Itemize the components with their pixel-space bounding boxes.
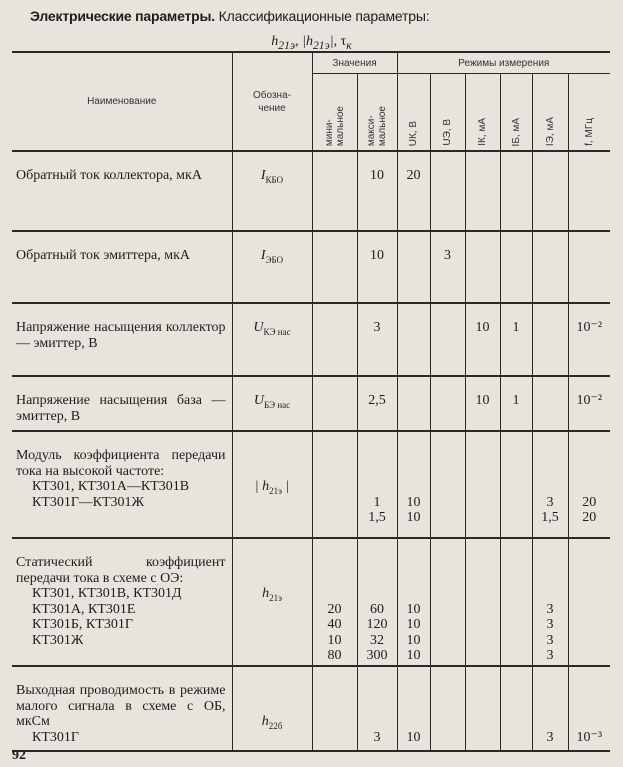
spacer [313,479,357,495]
model-label: КТ301Г—КТ301Ж [32,494,145,510]
value-f [569,633,611,649]
cell-ib [500,303,532,376]
value-ik [466,510,500,526]
cell-max [357,376,397,431]
spacer [466,555,500,571]
value-ik [466,248,500,264]
parameter-heading: Статический коэффициент передачи тока в схеме с ОЭ: [16,555,226,586]
value-f [569,648,611,664]
value-ib [501,495,532,511]
symbol-main: h [261,714,269,729]
cell-uk [397,431,430,538]
cell-ue [430,303,465,376]
section-title-rest: Классификационные параметры: [218,8,430,24]
value-ie: 3 [546,729,554,745]
cell-ib [500,231,532,303]
header-max: макси- мальное [366,105,388,146]
value-ib [501,602,532,618]
symbol-subscript: 21э [269,485,282,496]
value-ie: 1,5 [541,510,559,525]
cell-ik [465,303,500,376]
cell-ue [430,431,465,538]
cell-f [568,538,610,666]
spacer [466,586,500,602]
value-f: 10⁻² [576,393,603,408]
parameter-name [12,376,232,431]
cell-ik [465,431,500,538]
section-title-bold: Электрические параметры. [30,8,215,24]
value-max: 2,5 [368,393,386,408]
value-max: 1,5 [368,510,386,525]
parameter-name [12,151,232,231]
value-ib [501,617,532,633]
cell-min [312,431,357,538]
spacer [533,586,568,602]
value-ue [431,602,465,618]
cell-min [312,231,357,303]
cell-uk [397,231,430,303]
spacer [313,714,357,730]
value-ie: 3 [546,617,554,632]
spacer [466,464,500,480]
value-ue [431,730,465,746]
value-f [569,617,611,633]
symbol-subscript: 22б [268,720,283,731]
value-max: 10 [370,248,384,263]
value-max: 120 [366,617,388,632]
value-ik [466,495,500,511]
cell-ik [465,151,500,231]
spacer [501,448,532,464]
value-max: 3 [373,729,381,745]
symbol-main: I [260,168,266,183]
cell-ie [532,231,568,303]
model-label: КТ301А, КТ301Е [32,601,136,617]
table-row [12,376,610,431]
spacer [431,571,465,587]
value-ue [431,495,465,511]
section-title [30,8,429,24]
value-min: 20 [327,601,342,617]
cell-ie [532,538,568,666]
parameter-name [12,231,232,303]
spacer [398,555,430,571]
param-h21e: h [271,34,279,49]
spacer [431,448,465,464]
value-ie: 3 [546,632,554,648]
cell-ie [532,431,568,538]
parameter-heading: Напряжение насыщения база — эмиттер, В [16,393,226,424]
spacer [398,586,430,602]
symbol-main: U [253,320,264,335]
parameter-symbol [232,303,312,376]
spacer [501,555,532,571]
cell-ue [430,151,465,231]
parameter-name [12,303,232,376]
spacer [398,464,430,480]
value-f [569,248,611,264]
cell-uk [397,303,430,376]
spacer [501,464,532,480]
parameters-table [12,51,610,752]
spacer [358,683,397,699]
value-uk: 10 [406,601,421,617]
value-ue [431,320,465,336]
spacer [501,571,532,587]
value-min [313,320,357,336]
cell-ue [430,376,465,431]
parameter-heading: Модуль коэффициента передачи тока на высокой частоте: [16,448,226,479]
spacer [398,699,430,715]
spacer [501,683,532,699]
spacer [358,479,397,495]
value-uk: 10 [406,510,421,525]
parameter-symbol [232,231,312,303]
value-uk: 10 [406,729,421,745]
spacer [569,464,611,480]
value-f: 20 [582,494,597,510]
parameter-symbol [232,376,312,431]
model-label: КТ301Г [32,729,79,745]
value-ib [501,730,532,746]
cell-max [357,666,397,751]
value-uk: 10 [406,648,421,663]
value-min [313,730,357,746]
cell-min [312,303,357,376]
value-ib [501,510,532,526]
parameter-name [12,666,232,751]
spacer [569,571,611,587]
value-ie: 3 [546,601,554,617]
spacer [398,448,430,464]
table-body [12,151,610,751]
header-uk: UК, В [408,120,420,146]
cell-ib [500,538,532,666]
spacer [533,479,568,495]
value-f [569,168,611,184]
symbol-main: h [262,479,270,494]
cell-ie [532,376,568,431]
param-h21e-sub: 21э [278,38,296,52]
parameter-symbol [232,666,312,751]
value-f: 20 [582,510,597,525]
spacer [358,555,397,571]
value-min [313,248,357,264]
cell-f [568,666,610,751]
spacer [358,464,397,480]
header-symbol: Обозна- чение [232,52,312,151]
value-ib [501,168,532,184]
value-ik [466,617,500,633]
value-uk: 10 [406,617,421,632]
value-uk [398,248,430,264]
spacer [398,683,430,699]
header-ik: IК, мА [477,118,489,146]
symbol-main: I [260,248,266,263]
value-ue [431,617,465,633]
value-ie: 3 [546,648,554,663]
cell-uk [397,151,430,231]
spacer [569,699,611,715]
value-max: 32 [370,632,384,648]
spacer [431,555,465,571]
cell-f [568,231,610,303]
cell-f [568,431,610,538]
symbol-main: h [262,586,270,601]
spacer [398,571,430,587]
spacer [466,479,500,495]
parameter-heading: Обратный ток эмиттера, мкА [16,248,191,263]
value-ik [466,730,500,746]
value-ue [431,510,465,526]
spacer [569,448,611,464]
spacer [431,586,465,602]
param-tau-sub: к [346,38,352,52]
value-min [313,510,357,526]
spacer [569,683,611,699]
value-max: 3 [373,320,381,335]
value-f: 10⁻³ [576,729,603,745]
cell-ue [430,538,465,666]
cell-ie [532,303,568,376]
table-row [12,431,610,538]
spacer [533,714,568,730]
spacer [569,714,611,730]
spacer [533,464,568,480]
value-ib: 1 [512,393,520,408]
symbol-subscript: БЭ нас [263,399,291,410]
value-max: 60 [370,601,384,617]
spacer [533,448,568,464]
value-min: 40 [327,617,342,632]
value-ib [501,633,532,649]
value-ue [431,633,465,649]
value-min [313,495,357,511]
spacer [431,464,465,480]
spacer [398,479,430,495]
spacer [533,699,568,715]
cell-ib [500,151,532,231]
header-name: Наименование [87,96,157,107]
spacer [313,683,357,699]
cell-min [312,151,357,231]
spacer [569,586,611,602]
spacer [313,448,357,464]
spacer [358,586,397,602]
spacer [501,479,532,495]
cell-uk [397,538,430,666]
cell-f [568,303,610,376]
cell-max [357,231,397,303]
spacer [358,699,397,715]
parameter-heading: Обратный ток коллектора, мкА [16,168,202,183]
symbol-main: U [253,393,264,408]
value-min [313,393,357,409]
spacer [501,714,532,730]
value-ie [533,393,568,409]
table-row [12,151,610,231]
value-min [313,168,357,184]
spacer [431,714,465,730]
spacer [466,714,500,730]
cell-ik [465,376,500,431]
value-ie [533,168,568,184]
value-ik: 10 [475,393,490,408]
value-min: 80 [327,648,342,663]
spacer [431,683,465,699]
cell-ue [430,666,465,751]
cell-ie [532,151,568,231]
spacer [313,464,357,480]
value-max: 300 [366,648,388,663]
value-ie [533,248,568,264]
value-uk: 10 [406,632,421,648]
spacer [313,586,357,602]
cell-ik [465,231,500,303]
header-ie: IЭ, мА [544,116,556,146]
value-ue [431,648,465,664]
model-label: КТ301, КТ301В, КТ301Д [32,586,182,601]
spacer [431,699,465,715]
value-ik: 10 [475,320,490,335]
table-row [12,231,610,303]
parameter-heading: Выходная проводимость в режиме малого сигнала в схеме с ОБ, мкСм [16,683,226,729]
parameter-symbol [232,151,312,231]
value-ib [501,248,532,264]
table-row [12,666,610,751]
spacer [313,699,357,715]
cell-ie [532,666,568,751]
parameter-name [12,538,232,666]
header-modes-group: Режимы измерения [397,52,610,74]
value-ib: 1 [512,320,520,335]
spacer [466,683,500,699]
page-number: 92 [12,748,26,763]
value-f: 10⁻² [576,320,603,335]
cell-min [312,538,357,666]
parameter-name [12,431,232,538]
cell-ik [465,666,500,751]
value-ik [466,168,500,184]
value-min: 10 [327,632,342,648]
spacer [358,571,397,587]
value-max: 1 [373,494,381,510]
symbol-suffix: | [281,479,290,494]
symbol-subscript: 21э [269,592,282,603]
spacer [466,571,500,587]
spacer [569,479,611,495]
table-row [12,538,610,666]
parameter-symbol [232,431,312,538]
value-uk: 20 [406,168,421,183]
cell-f [568,376,610,431]
cell-ib [500,666,532,751]
value-uk [398,320,430,336]
value-ue [431,168,465,184]
cell-min [312,376,357,431]
cell-uk [397,666,430,751]
symbol-prefix: | [254,479,263,494]
parameter-heading: Напряжение насыщения коллектор — эмиттер, В [16,320,226,351]
spacer [313,555,357,571]
cell-ue [430,231,465,303]
spacer [533,555,568,571]
param-abs-h21e-sub: 21э [312,38,330,52]
value-ue: 3 [444,248,452,263]
header-ue: UЭ, В [442,119,454,146]
cell-ib [500,376,532,431]
symbol-subscript: КБО [265,174,284,185]
header-min: мини- мальное [323,105,346,146]
spacer [501,699,532,715]
value-ib [501,648,532,664]
spacer [398,714,430,730]
cell-ib [500,431,532,538]
value-ik [466,648,500,664]
spacer [431,479,465,495]
param-abs-h21e: |h [302,34,313,49]
spacer [569,555,611,571]
classification-params [0,34,623,52]
value-max: 10 [370,168,384,183]
header-ib: IБ, мА [510,117,522,146]
value-f [569,602,611,618]
param-tau: τ [340,34,347,49]
table-row [12,303,610,376]
sep: , [295,34,303,49]
cell-max [357,431,397,538]
spacer [533,571,568,587]
spacer [501,586,532,602]
abs-bar: | [329,34,334,49]
spacer [358,448,397,464]
cell-max [357,303,397,376]
cell-ik [465,538,500,666]
header-f: f, МГц [583,118,595,146]
spacer [533,683,568,699]
value-ue [431,393,465,409]
value-ik [466,633,500,649]
value-ik [466,602,500,618]
value-ie [533,320,568,336]
parameter-symbol [232,538,312,666]
model-label: КТ301Б, КТ301Г [32,617,133,632]
cell-uk [397,376,430,431]
value-uk: 10 [406,494,421,510]
spacer [466,448,500,464]
cell-f [568,151,610,231]
model-label: КТ301, КТ301А—КТ301В [32,479,190,494]
spacer [313,571,357,587]
spacer [358,714,397,730]
cell-max [357,151,397,231]
symbol-subscript: КЭ нас [263,326,291,337]
sep: , [333,34,341,49]
value-uk [398,393,430,409]
value-ie: 3 [546,494,554,510]
cell-max [357,538,397,666]
cell-min [312,666,357,751]
spacer [466,699,500,715]
model-label: КТ301Ж [32,632,84,648]
symbol-subscript: ЭБО [265,254,284,265]
header-values-group: Значения [312,52,397,74]
